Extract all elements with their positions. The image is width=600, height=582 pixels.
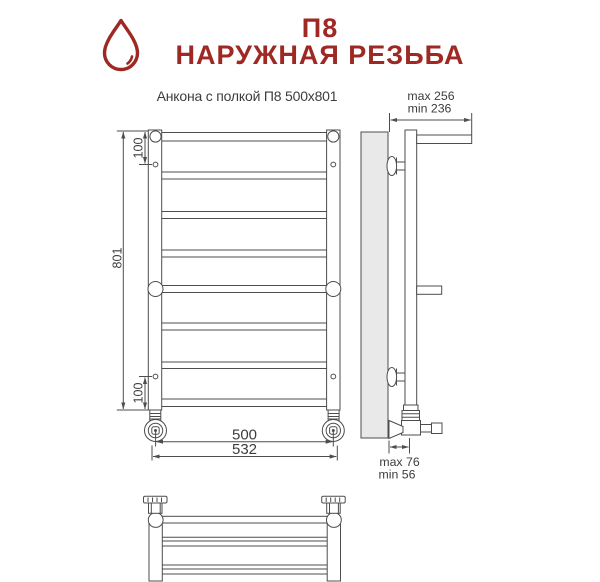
header-line1: П8	[301, 13, 339, 43]
top-view-wall-mounts	[144, 496, 346, 513]
dim-label-axle-width: 500	[231, 426, 258, 444]
front-view-adapters	[150, 410, 339, 421]
dim-label-depth-min: min 236	[407, 101, 452, 116]
front-view-mount-screws	[153, 162, 336, 379]
shelf-arm	[417, 135, 472, 144]
dim-label-bottom-offset: 100	[131, 382, 146, 404]
side-view-valve	[389, 421, 442, 439]
header-line2: НАРУЖНАЯ РЕЗЬБА	[175, 40, 465, 70]
dim-label-top-offset: 100	[131, 137, 146, 159]
front-view-rails	[162, 133, 328, 407]
dim-label-wall-max: max 76	[379, 455, 420, 469]
top-view-drawing	[144, 496, 346, 581]
front-view-drawing	[111, 130, 345, 461]
side-view-adapter	[402, 405, 420, 421]
side-view-drawing	[361, 89, 472, 482]
side-view-dim-bottom	[389, 438, 410, 454]
dim-label-total-height: 801	[110, 247, 125, 269]
product-title: Анкона с полкой П8 500x801	[156, 88, 338, 104]
wall-section	[361, 132, 388, 438]
dim-label-overall-width: 532	[231, 441, 258, 458]
side-view-dim-top	[390, 113, 472, 135]
top-view-posts	[149, 520, 341, 581]
middle-rail-stub	[417, 286, 442, 294]
dim-label-depth-max: max 256	[407, 89, 455, 103]
wall-brackets	[387, 157, 405, 387]
dim-label-wall-min: min 56	[378, 467, 416, 482]
side-view-pipe	[405, 130, 417, 405]
top-view-rails	[162, 516, 327, 574]
